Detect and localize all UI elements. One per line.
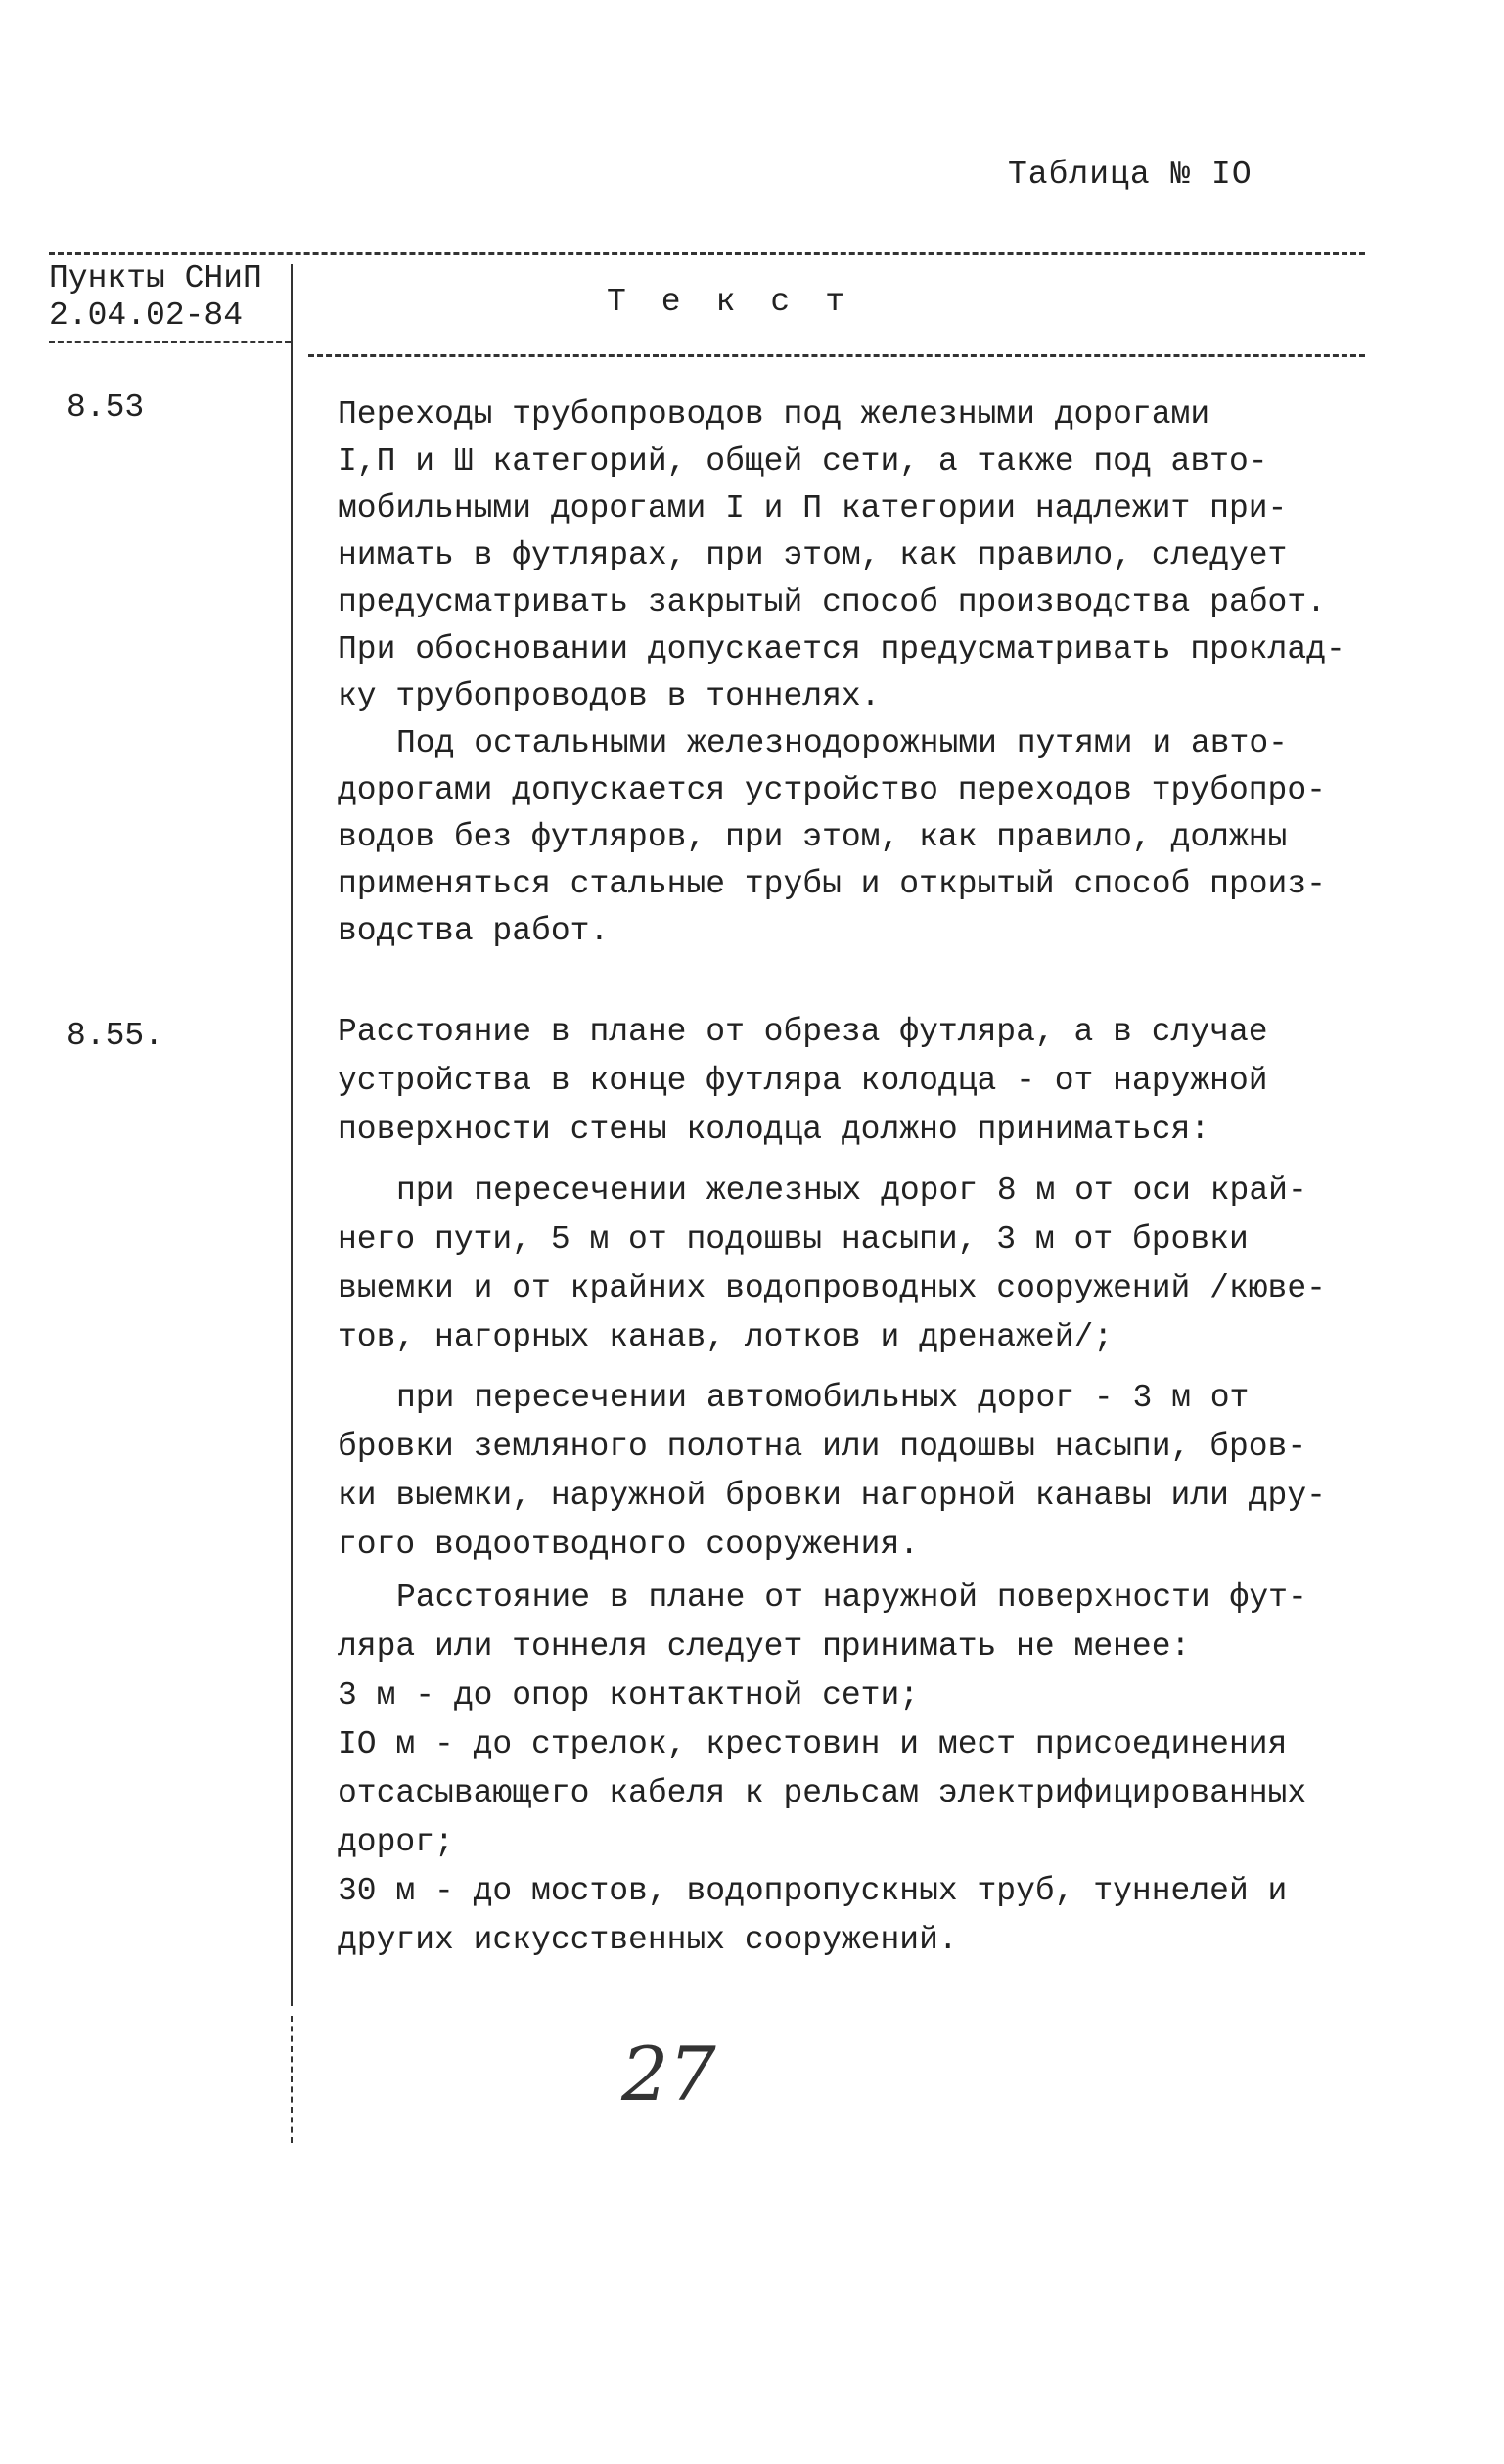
handwritten-page-number: 27	[621, 2031, 716, 2118]
text-line: при пересечении железных дорог 8 м от оси край-	[396, 1172, 1307, 1209]
column-divider-tail	[291, 2016, 293, 2143]
text-line: Переходы трубопроводов под железными дорогами	[338, 396, 1210, 433]
text-line: отсасывающего кабеля к рельсам электрифицированных	[338, 1775, 1307, 1811]
text-line: дорогами допускается устройство переходов трубопро-	[338, 772, 1326, 808]
text-line: выемки и от крайних водопроводных сооружений /кюве-	[338, 1270, 1326, 1306]
header-text-column: Текст	[607, 284, 881, 320]
text-line: других искусственных сооружений.	[338, 1922, 958, 1958]
table-number: Таблица № IO	[1008, 157, 1253, 193]
text-line: 30 м - до мостов, водопропускных труб, туннелей и	[338, 1873, 1288, 1909]
text-line: водов без футляров, при этом, как правило, должны	[338, 819, 1288, 855]
header-snip-line2: 2.04.02-84	[49, 297, 244, 334]
text-line: ку трубопроводов в тоннелях.	[338, 678, 881, 714]
text-line: Под остальными железнодорожными путями и авто-	[396, 725, 1288, 761]
text-line: гого водоотводного сооружения.	[338, 1527, 920, 1563]
column-divider	[291, 264, 293, 2006]
text-line: водства работ.	[338, 913, 610, 949]
text-line: Расстояние в плане от обреза футляра, а в случае	[338, 1014, 1268, 1050]
header-snip-line1: Пункты СНиП	[49, 260, 262, 297]
header-bottom-rule-right	[308, 354, 1365, 357]
text-line: устройства в конце футляра колодца - от наружной	[338, 1063, 1268, 1099]
text-line: поверхности стены колодца должно приниматься:	[338, 1112, 1210, 1148]
text-line: При обосновании допускается предусматривать проклад-	[338, 631, 1345, 667]
text-line: него пути, 5 м от подошвы насыпи, 3 м от бровки	[338, 1221, 1249, 1257]
text-line: тов, нагорных канав, лотков и дренажей/;	[338, 1319, 1114, 1355]
row-number: 8.53	[67, 389, 145, 426]
text-line: при пересечении автомобильных дорог - 3 м от	[396, 1380, 1250, 1416]
text-line: I,П и Ш категорий, общей сети, а также под авто-	[338, 443, 1268, 479]
text-line: ляра или тоннеля следует принимать не менее:	[338, 1628, 1191, 1665]
header-top-rule	[49, 252, 1365, 255]
text-line: IO м - до стрелок, крестовин и мест присоединения	[338, 1726, 1288, 1762]
row-text-8-53	[338, 391, 1443, 955]
text-line: бровки земляного полотна или подошвы насыпи, бров-	[338, 1429, 1307, 1465]
text-line: ки выемки, наружной бровки нагорной канавы или дру-	[338, 1478, 1326, 1514]
text-line: предусматривать закрытый способ производства работ.	[338, 584, 1326, 620]
text-line: нимать в футлярах, при этом, как правило, следует	[338, 537, 1288, 573]
text-line: дорог;	[338, 1824, 454, 1860]
text-line: 3 м - до опор контактной сети;	[338, 1677, 920, 1713]
text-line: Расстояние в плане от наружной поверхности фут-	[396, 1579, 1307, 1616]
header-snip-column	[49, 260, 262, 335]
text-line: применяться стальные трубы и открытый способ произ-	[338, 866, 1326, 902]
row-text-8-55	[338, 1008, 1443, 1965]
text-line: мобильными дорогами I и П категории надлежит при-	[338, 490, 1288, 526]
header-bottom-rule-left	[49, 341, 291, 343]
row-number: 8.55.	[67, 1018, 164, 1054]
